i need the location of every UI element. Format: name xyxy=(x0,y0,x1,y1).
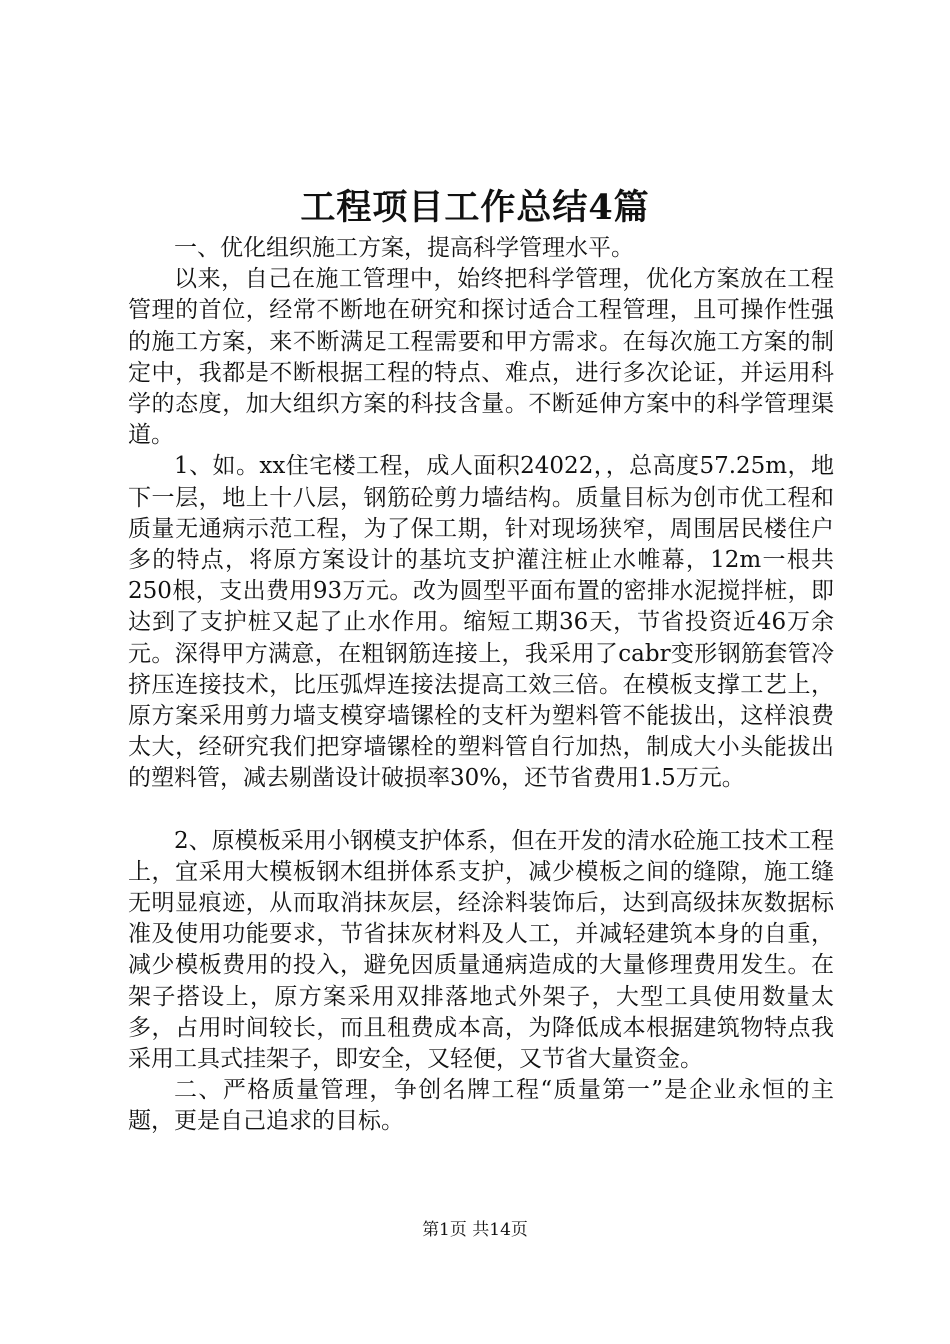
paragraph-section-2-heading: 二、严格质量管理，争创名牌工程“质量第一”是企业永恒的主题，更是自己追求的目标。 xyxy=(128,1077,834,1135)
paragraph-item-1: 1、如。xx住宅楼工程，成人面积24022，，总高度57.25m，地下一层，地上十八层，钢筋砼剪力墙结构。质量目标为创市优工程和质量无通病示范工程，为了保工期，针对现场狭窄，周围居民楼住户多的特点，将原方案设计的基坑支护灌注桩止水帷幕，12m一根共250根，支出费用93万元。改为圆型平面布置的密排水泥搅拌桩，即达到了支护桩又起了止水作用。缩短工期36天，节省投资近46万余元。深得甲方满意，在粗钢筋连接上，我采用了cabr变形钢筋套管冷挤压连接技术，比压弧焊连接法提高工效三倍。在模板支撑工艺上，原方案采用剪力墙支模穿墙镙栓的支杆为塑料管不能拔出，这样浪费太大，经研究我们把穿墙镙栓的塑料管自行加热，制成大小头能拔出的塑料管，减去剔凿设计破损率30%，还节省费用1.5万元。 xyxy=(128,453,834,792)
page-footer: 第1页 共14页 xyxy=(422,1220,528,1240)
paragraph-section-1-heading: 一、优化组织施工方案，提高科学管理水平。 xyxy=(174,235,634,261)
document-body xyxy=(128,233,834,1138)
paragraph-item-2: 2、原模板采用小钢模支护体系，但在开发的清水砼施工技术工程上，宜采用大模板钢木组拼体系支护，减少模板之间的缝隙，施工缝无明显痕迹，从而取消抹灰层，经涂料装饰后，达到高级抹灰数据标准及使用功能要求，节省抹灰材料及人工，并减轻建筑本身的自重，减少模板费用的投入，避免因质量通病造成的大量修理费用发生。在架子搭设上，原方案采用双排落地式外架子，大型工具使用数量太多，占用时间较长，而且租费成本高，为降低成本根据建筑物特点我采用工具式挂架子，即安全，又轻便，又节省大量资金。 xyxy=(128,827,834,1073)
paragraph-intro: 以来，自己在施工管理中，始终把科学管理，优化方案放在工程管理的首位，经常不断地在研究和探讨适合工程管理，且可操作性强的施工方案，来不断满足工程需要和甲方需求。在每次施工方案的制定中，我都是不断根据工程的特点、难点，进行多次论证，并运用科学的态度，加大组织方案的科技含量。不断延伸方案中的科学管理渠道。 xyxy=(128,266,834,449)
document-title: 工程项目工作总结4篇 xyxy=(300,187,650,228)
